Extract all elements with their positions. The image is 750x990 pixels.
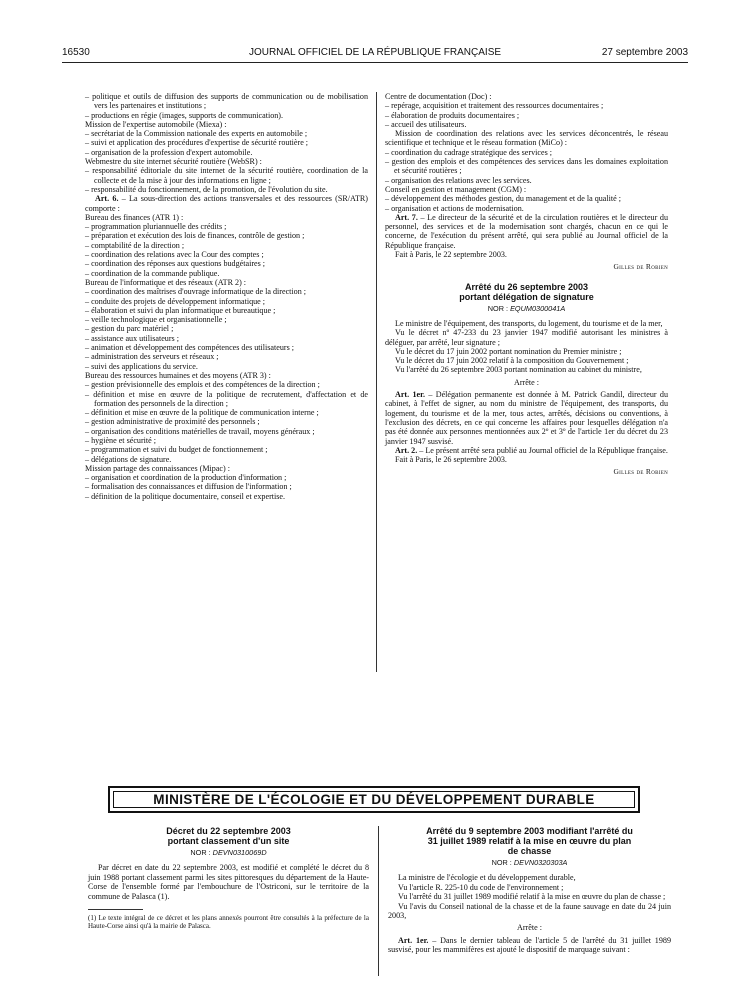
list-item: – productions en régie (images, supports de communication).: [85, 110, 284, 120]
paragraph: Vu l'arrêté du 26 septembre 2003 portant nomination au cabinet du ministre,: [395, 365, 642, 375]
list-item: – secrétariat de la Commission nationale des experts en automobile ;: [85, 129, 308, 139]
article-text: – Le directeur de la sécurité et de la circulation routières et le directeur du personnel, des services et de la modernisation sont chargés, chacun en ce qui le concerne, de l'exécution du présent arrêté, qui sera publié au Journal officiel de la République française.: [385, 212, 669, 250]
page-header: [62, 47, 688, 61]
section-heading: Bureau des finances (ATR 1) :: [85, 212, 184, 222]
list-item: – politique et outils de diffusion des supports de communication ou de mobilisation vers les partenaires et institutions ;: [85, 92, 368, 111]
list-item: – suivi et application des procédures d'expertise de sécurité routière ;: [85, 138, 309, 148]
list-item: – repérage, acquisition et traitement des ressources documentaires ;: [385, 101, 604, 111]
paragraph: Vu l'arrêté du 31 juillet 1989 modifié relatif à la mise en œuvre du plan de chasse ;: [398, 892, 666, 902]
list-item: – coordination du cadrage stratégique des services ;: [385, 147, 552, 157]
section-heading: Centre de documentation (Doc) :: [385, 92, 492, 101]
article-label: Art. 1er.: [395, 390, 426, 400]
journal-title: JOURNAL OFFICIEL DE LA RÉPUBLIQUE FRANÇAISE: [248, 47, 502, 58]
article-text: – Le présent arrêté sera publié au Journal officiel de la République française.: [417, 445, 668, 455]
list-item: – programmation et suivi du budget de fonctionnement ;: [85, 445, 268, 455]
list-item: – comptabilité de la direction ;: [85, 240, 185, 250]
arrete-delegation-body: [385, 319, 668, 477]
list-item: – gestion prévisionnelle des emplois et des compétences de la direction ;: [85, 380, 320, 390]
arrete-chasse-section: [388, 820, 671, 955]
paragraph: Fait à Paris, le 26 septembre 2003.: [395, 455, 507, 465]
signature: Gilles de Robien: [613, 467, 668, 477]
section-heading: Mission partage des connaissances (Mipac) :: [85, 463, 230, 473]
article-label: Art. 2.: [395, 445, 418, 455]
list-item: – définition et mise en œuvre de la politique de recrutement, d'affectation et de formation des personnels de la direction ;: [85, 389, 368, 408]
list-item: – coordination des relations avec la Cour des comptes ;: [85, 250, 264, 260]
arrete-chasse-title: Arrêté du 9 septembre 2003 modifiant l'arrêté du 31 juillet 1989 relatif à la mise en œuvre du plan de chasse: [426, 826, 633, 856]
article-text: – Dans le dernier tableau de l'article 5 de l'arrêté du 31 juillet 1989 susvisé, pour les mammifères est ajouté le dispositif de marquage suivant :: [388, 935, 671, 955]
paragraph: Le ministre de l'équipement, des transports, du logement, du tourisme et de la mer,: [395, 318, 663, 328]
list-item: – organisation des conditions matérielles de travail, moyens généraux ;: [85, 426, 315, 436]
paragraph: Vu l'article R. 225-10 du code de l'environnement ;: [398, 882, 564, 892]
list-item: – assistance aux utilisateurs ;: [85, 333, 179, 343]
article-label: Art. 7.: [395, 212, 418, 222]
bottom-column-divider: [378, 826, 379, 976]
list-item: – conduite des projets de développement informatique ;: [85, 296, 266, 306]
arrete-heading: Arrête :: [514, 377, 539, 387]
list-item: – accueil des utilisateurs.: [385, 119, 467, 129]
left-column: [85, 92, 368, 501]
arrete-delegation-nor: NOR : EQUM0300041A: [487, 303, 566, 313]
right-column-continuation: [385, 92, 668, 272]
list-item: – hygiène et sécurité ;: [85, 435, 157, 445]
list-item: – programmation pluriannuelle des crédits ;: [85, 222, 227, 232]
list-item: – responsabilité éditoriale du site internet de la sécurité routière, coordination de la collecte et de la mise à jour des informations en ligne ;: [85, 166, 368, 185]
arrete-heading: Arrête :: [517, 923, 542, 933]
list-item: – administration des serveurs et réseaux ;: [85, 352, 219, 362]
article-paragraph: [388, 936, 671, 955]
list-item: – définition et mise en œuvre de la politique de communication interne ;: [85, 408, 319, 418]
article-paragraph: [385, 213, 668, 250]
article-paragraph: [385, 390, 668, 446]
column-divider: [376, 92, 377, 672]
decret-site-body: Par décret en date du 22 septembre 2003, est modifié et complété le décret du 8 juin 1988 portant classement parmi les sites pittoresques du département de la Haute-Corse de l'ensemble formé par l'embouchure de l'Ostriconi, sur le territoire de la commune de Palasca (1).: [88, 863, 369, 901]
paragraph: Mission de coordination des relations avec les services déconcentrés, le réseau scientifique et technique et le réseau formation (MiCo) :: [385, 129, 668, 148]
list-item: – délégations de signature.: [85, 454, 172, 464]
article-text: – Délégation permanente est donnée à M. Patrick Gandil, directeur du cabinet, à l'effet de signer, au nom du ministre de l'équipement, des transports, du logement, du tourisme et de la mer, tous actes, arrêtés, décisions ou conventions, à l'exclusion des décrets, en ce qui concerne les affaires pour lesquelles délégation n'a pas été donnée aux personnes mentionnées aux 2º et 3º de l'article 1er du décret du 23 janvier 1947 susvisé.: [385, 390, 668, 446]
ministry-banner: [108, 786, 640, 813]
section-heading: Bureau des ressources humaines et des moyens (ATR 3) :: [85, 370, 271, 380]
paragraph: La ministre de l'écologie et du développement durable,: [398, 873, 576, 883]
arrete-delegation-title: Arrêté du 26 septembre 2003 portant délégation de signature: [459, 281, 594, 302]
section-heading: Webmestre du site internet sécurité routière (WebSR) :: [85, 157, 262, 167]
paragraph: Vu le décret du 17 juin 2002 portant nomination du Premier ministre ;: [395, 346, 622, 356]
right-column: [385, 92, 668, 477]
list-item: – gestion du parc matériel ;: [85, 324, 174, 334]
paragraph: Vu le décret du 17 juin 2002 relatif à la composition du Gouvernement ;: [395, 356, 629, 366]
footnote-rule: [88, 909, 143, 910]
decret-site-section: [88, 820, 369, 930]
paragraph: Fait à Paris, le 22 septembre 2003.: [395, 250, 507, 260]
issue-date: 27 septembre 2003: [601, 47, 688, 58]
header-rule: [62, 62, 688, 63]
list-item: – organisation et actions de modernisation.: [385, 203, 524, 213]
list-item: – veille technologique et organisationnelle ;: [85, 315, 227, 325]
list-item: – formalisation des connaissances et diffusion de l'information ;: [85, 482, 292, 492]
decret-site-footnote: (1) Le texte intégral de ce décret et les plans annexés pourront être consultés à la préfecture de la Haute-Corse ainsi qu'à la mairie de Palasca.: [88, 914, 369, 931]
ministry-banner-title: MINISTÈRE DE L'ÉCOLOGIE ET DU DÉVELOPPEMENT DURABLE: [113, 791, 635, 808]
arrete-chasse-body: [388, 873, 671, 954]
section-heading: Conseil en gestion et management (CGM) :: [385, 184, 527, 194]
article-text: – La sous-direction des actions transversales et des ressources (SR/ATR) comporte :: [85, 194, 369, 213]
article-paragraph: [385, 446, 668, 455]
list-item: – organisation des relations avec les services.: [385, 175, 532, 185]
list-item: – gestion des emplois et des compétences des services dans les domaines exploitation et sécurité routières ;: [385, 157, 668, 176]
list-item: – organisation de la profession d'expert automobile.: [85, 147, 253, 157]
list-item: – définition de la politique documentaire, conseil et expertise.: [85, 491, 286, 501]
article-label: Art. 1er.: [398, 935, 429, 945]
decret-site-nor: NOR : DEVN0310069D: [190, 848, 267, 857]
page-number: 16530: [62, 47, 90, 58]
paragraph: Vu le décret nº 47-233 du 23 janvier 1947 modifié autorisant les ministres à déléguer, par arrêté, leur signature ;: [385, 328, 668, 347]
signature: Gilles de Robien: [613, 262, 668, 272]
list-item: – développement des méthodes gestion, du management et de la qualité ;: [385, 194, 621, 204]
list-item: – organisation et coordination de la production d'information ;: [85, 473, 287, 483]
paragraph: Vu l'avis du Conseil national de la chasse et de la faune sauvage en date du 24 juin 2003,: [388, 901, 671, 921]
list-item: – animation et développement des compétences des utilisateurs ;: [85, 343, 295, 353]
list-item: – coordination des réponses aux questions budgétaires ;: [85, 259, 266, 269]
list-item: – responsabilité du fonctionnement, de la promotion, de l'évolution du site.: [85, 184, 328, 194]
article-paragraph: [85, 194, 368, 213]
list-item: – suivi des applications du service.: [85, 361, 198, 371]
list-item: – élaboration de produits documentaires ;: [385, 110, 520, 120]
list-item: – gestion administrative de proximité des personnels ;: [85, 417, 260, 427]
list-item: – élaboration et suivi du plan informatique et bureautique ;: [85, 305, 276, 315]
list-item: – coordination des maîtrises d'ouvrage informatique de la direction ;: [85, 287, 307, 297]
list-item: – préparation et exécution des lois de finances, contrôle de gestion ;: [85, 231, 305, 241]
section-heading: Bureau de l'informatique et des réseaux (ATR 2) :: [85, 277, 247, 287]
decret-site-title: Décret du 22 septembre 2003 portant classement d'un site: [166, 826, 291, 846]
article-label: Art. 6.: [95, 194, 119, 204]
arrete-chasse-nor: NOR : DEVN0320303A: [491, 858, 568, 867]
section-heading: Mission de l'expertise automobile (Miexa) :: [85, 119, 227, 129]
list-item: – coordination de la commande publique.: [85, 268, 220, 278]
